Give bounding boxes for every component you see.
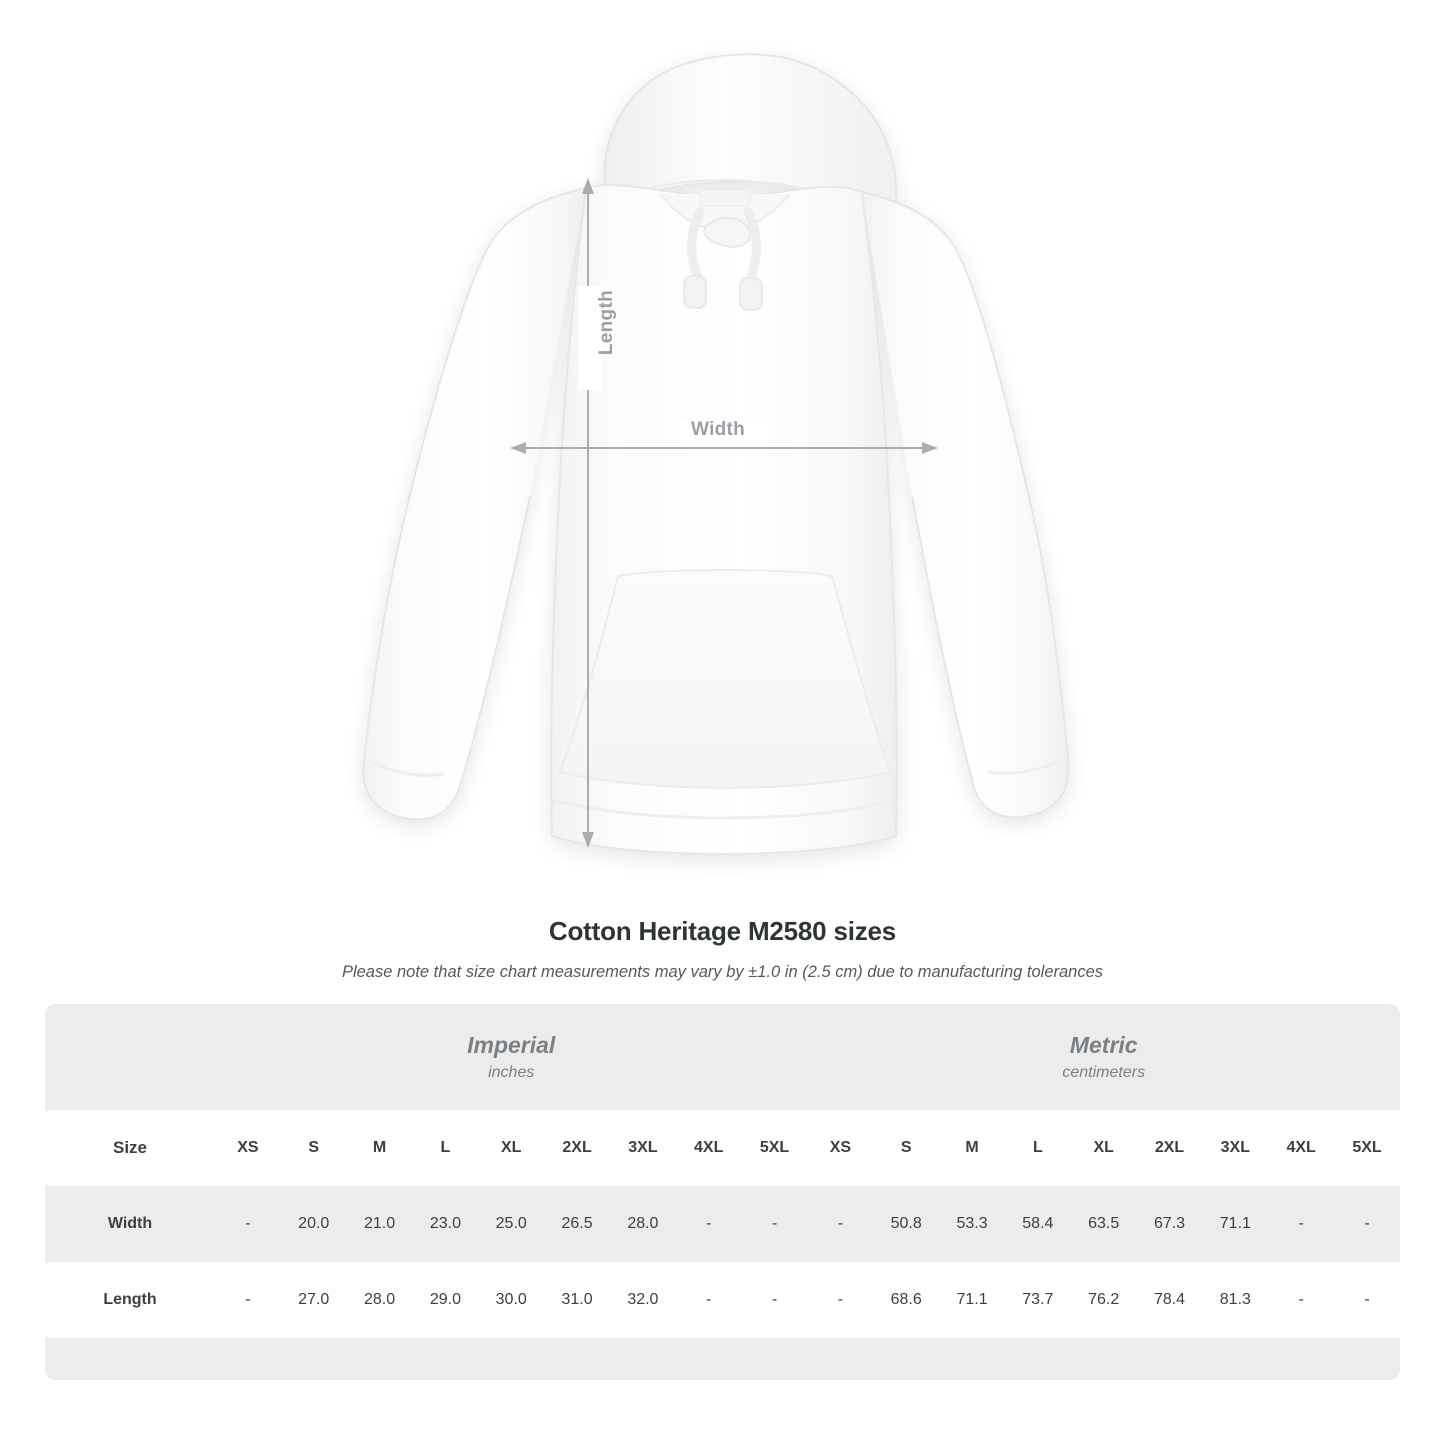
width-m-in: 21.0 (347, 1186, 413, 1262)
imperial-unit-sub: inches (488, 1064, 535, 1082)
length-l-cm: 73.7 (1005, 1262, 1071, 1338)
width-2xl-in: 26.5 (544, 1186, 610, 1262)
units-corner-cell (45, 1004, 215, 1110)
size-col-2xl-metric: 2XL (1137, 1110, 1203, 1186)
length-4xl-cm: - (1268, 1262, 1334, 1338)
imperial-unit-name: Imperial (467, 1031, 556, 1058)
width-xs-in: - (215, 1186, 281, 1262)
width-xl-in: 25.0 (478, 1186, 544, 1262)
units-header-row (45, 1004, 1400, 1110)
size-col-5xl-metric: 5XL (1334, 1110, 1400, 1186)
size-corner-label: Size (45, 1110, 215, 1186)
width-s-in: 20.0 (281, 1186, 347, 1262)
width-5xl-cm: - (1334, 1186, 1400, 1262)
size-header-row (45, 1110, 1400, 1186)
width-5xl-in: - (742, 1186, 808, 1262)
metric-unit-cell (807, 1004, 1400, 1110)
length-2xl-cm: 78.4 (1137, 1262, 1203, 1338)
length-xs-cm: - (807, 1262, 873, 1338)
size-col-3xl-imperial: 3XL (610, 1110, 676, 1186)
size-col-l-metric: L (1005, 1110, 1071, 1186)
length-s-in: 27.0 (281, 1262, 347, 1338)
width-xs-cm: - (807, 1186, 873, 1262)
length-4xl-in: - (676, 1262, 742, 1338)
size-col-3xl-metric: 3XL (1202, 1110, 1268, 1186)
width-3xl-cm: 71.1 (1202, 1186, 1268, 1262)
title-block (0, 916, 1445, 982)
row-label-length: Length (45, 1262, 215, 1338)
tolerance-note: Please note that size chart measurements may vary by ±1.0 in (2.5 cm) due to manufacturing tolerances (341, 963, 1104, 981)
width-4xl-cm: - (1268, 1186, 1334, 1262)
length-l-in: 29.0 (412, 1262, 478, 1338)
width-3xl-in: 28.0 (610, 1186, 676, 1262)
imperial-unit-cell (215, 1004, 807, 1110)
length-s-cm: 68.6 (873, 1262, 939, 1338)
metric-unit-name: Metric (1069, 1031, 1138, 1058)
size-col-4xl-imperial: 4XL (676, 1110, 742, 1186)
length-2xl-in: 31.0 (544, 1262, 610, 1338)
length-m-in: 28.0 (347, 1262, 413, 1338)
length-3xl-in: 32.0 (610, 1262, 676, 1338)
size-col-xs-imperial: XS (215, 1110, 281, 1186)
table-footer-row (45, 1338, 1400, 1380)
length-xl-cm: 76.2 (1071, 1262, 1137, 1338)
width-4xl-in: - (676, 1186, 742, 1262)
length-5xl-cm: - (1334, 1262, 1400, 1338)
width-l-in: 23.0 (412, 1186, 478, 1262)
width-s-cm: 50.8 (873, 1186, 939, 1262)
size-col-xs-metric: XS (807, 1110, 873, 1186)
size-col-4xl-metric: 4XL (1268, 1110, 1334, 1186)
table-row (45, 1186, 1400, 1262)
page-title: Cotton Heritage M2580 sizes (548, 916, 897, 946)
width-m-cm: 53.3 (939, 1186, 1005, 1262)
width-2xl-cm: 67.3 (1137, 1186, 1203, 1262)
length-m-cm: 71.1 (939, 1262, 1005, 1338)
length-5xl-in: - (742, 1262, 808, 1338)
size-table-wrapper (45, 1004, 1400, 1380)
size-col-m-metric: M (939, 1110, 1005, 1186)
size-col-5xl-imperial: 5XL (742, 1110, 808, 1186)
width-xl-cm: 63.5 (1071, 1186, 1137, 1262)
table-row (45, 1262, 1400, 1338)
length-dimension-label: Length (596, 290, 617, 356)
metric-unit-sub: centimeters (1062, 1064, 1146, 1082)
size-col-l-imperial: L (412, 1110, 478, 1186)
table-footer-cell (45, 1338, 1400, 1380)
length-xs-in: - (215, 1262, 281, 1338)
size-table (45, 1004, 1400, 1380)
size-col-2xl-imperial: 2XL (544, 1110, 610, 1186)
size-col-xl-imperial: XL (478, 1110, 544, 1186)
width-dimension-label: Width (691, 419, 746, 440)
length-3xl-cm: 81.3 (1202, 1262, 1268, 1338)
size-col-xl-metric: XL (1071, 1110, 1137, 1186)
size-col-m-imperial: M (347, 1110, 413, 1186)
row-label-width: Width (45, 1186, 215, 1262)
width-l-cm: 58.4 (1005, 1186, 1071, 1262)
size-col-s-metric: S (873, 1110, 939, 1186)
length-xl-in: 30.0 (478, 1262, 544, 1338)
size-col-s-imperial: S (281, 1110, 347, 1186)
